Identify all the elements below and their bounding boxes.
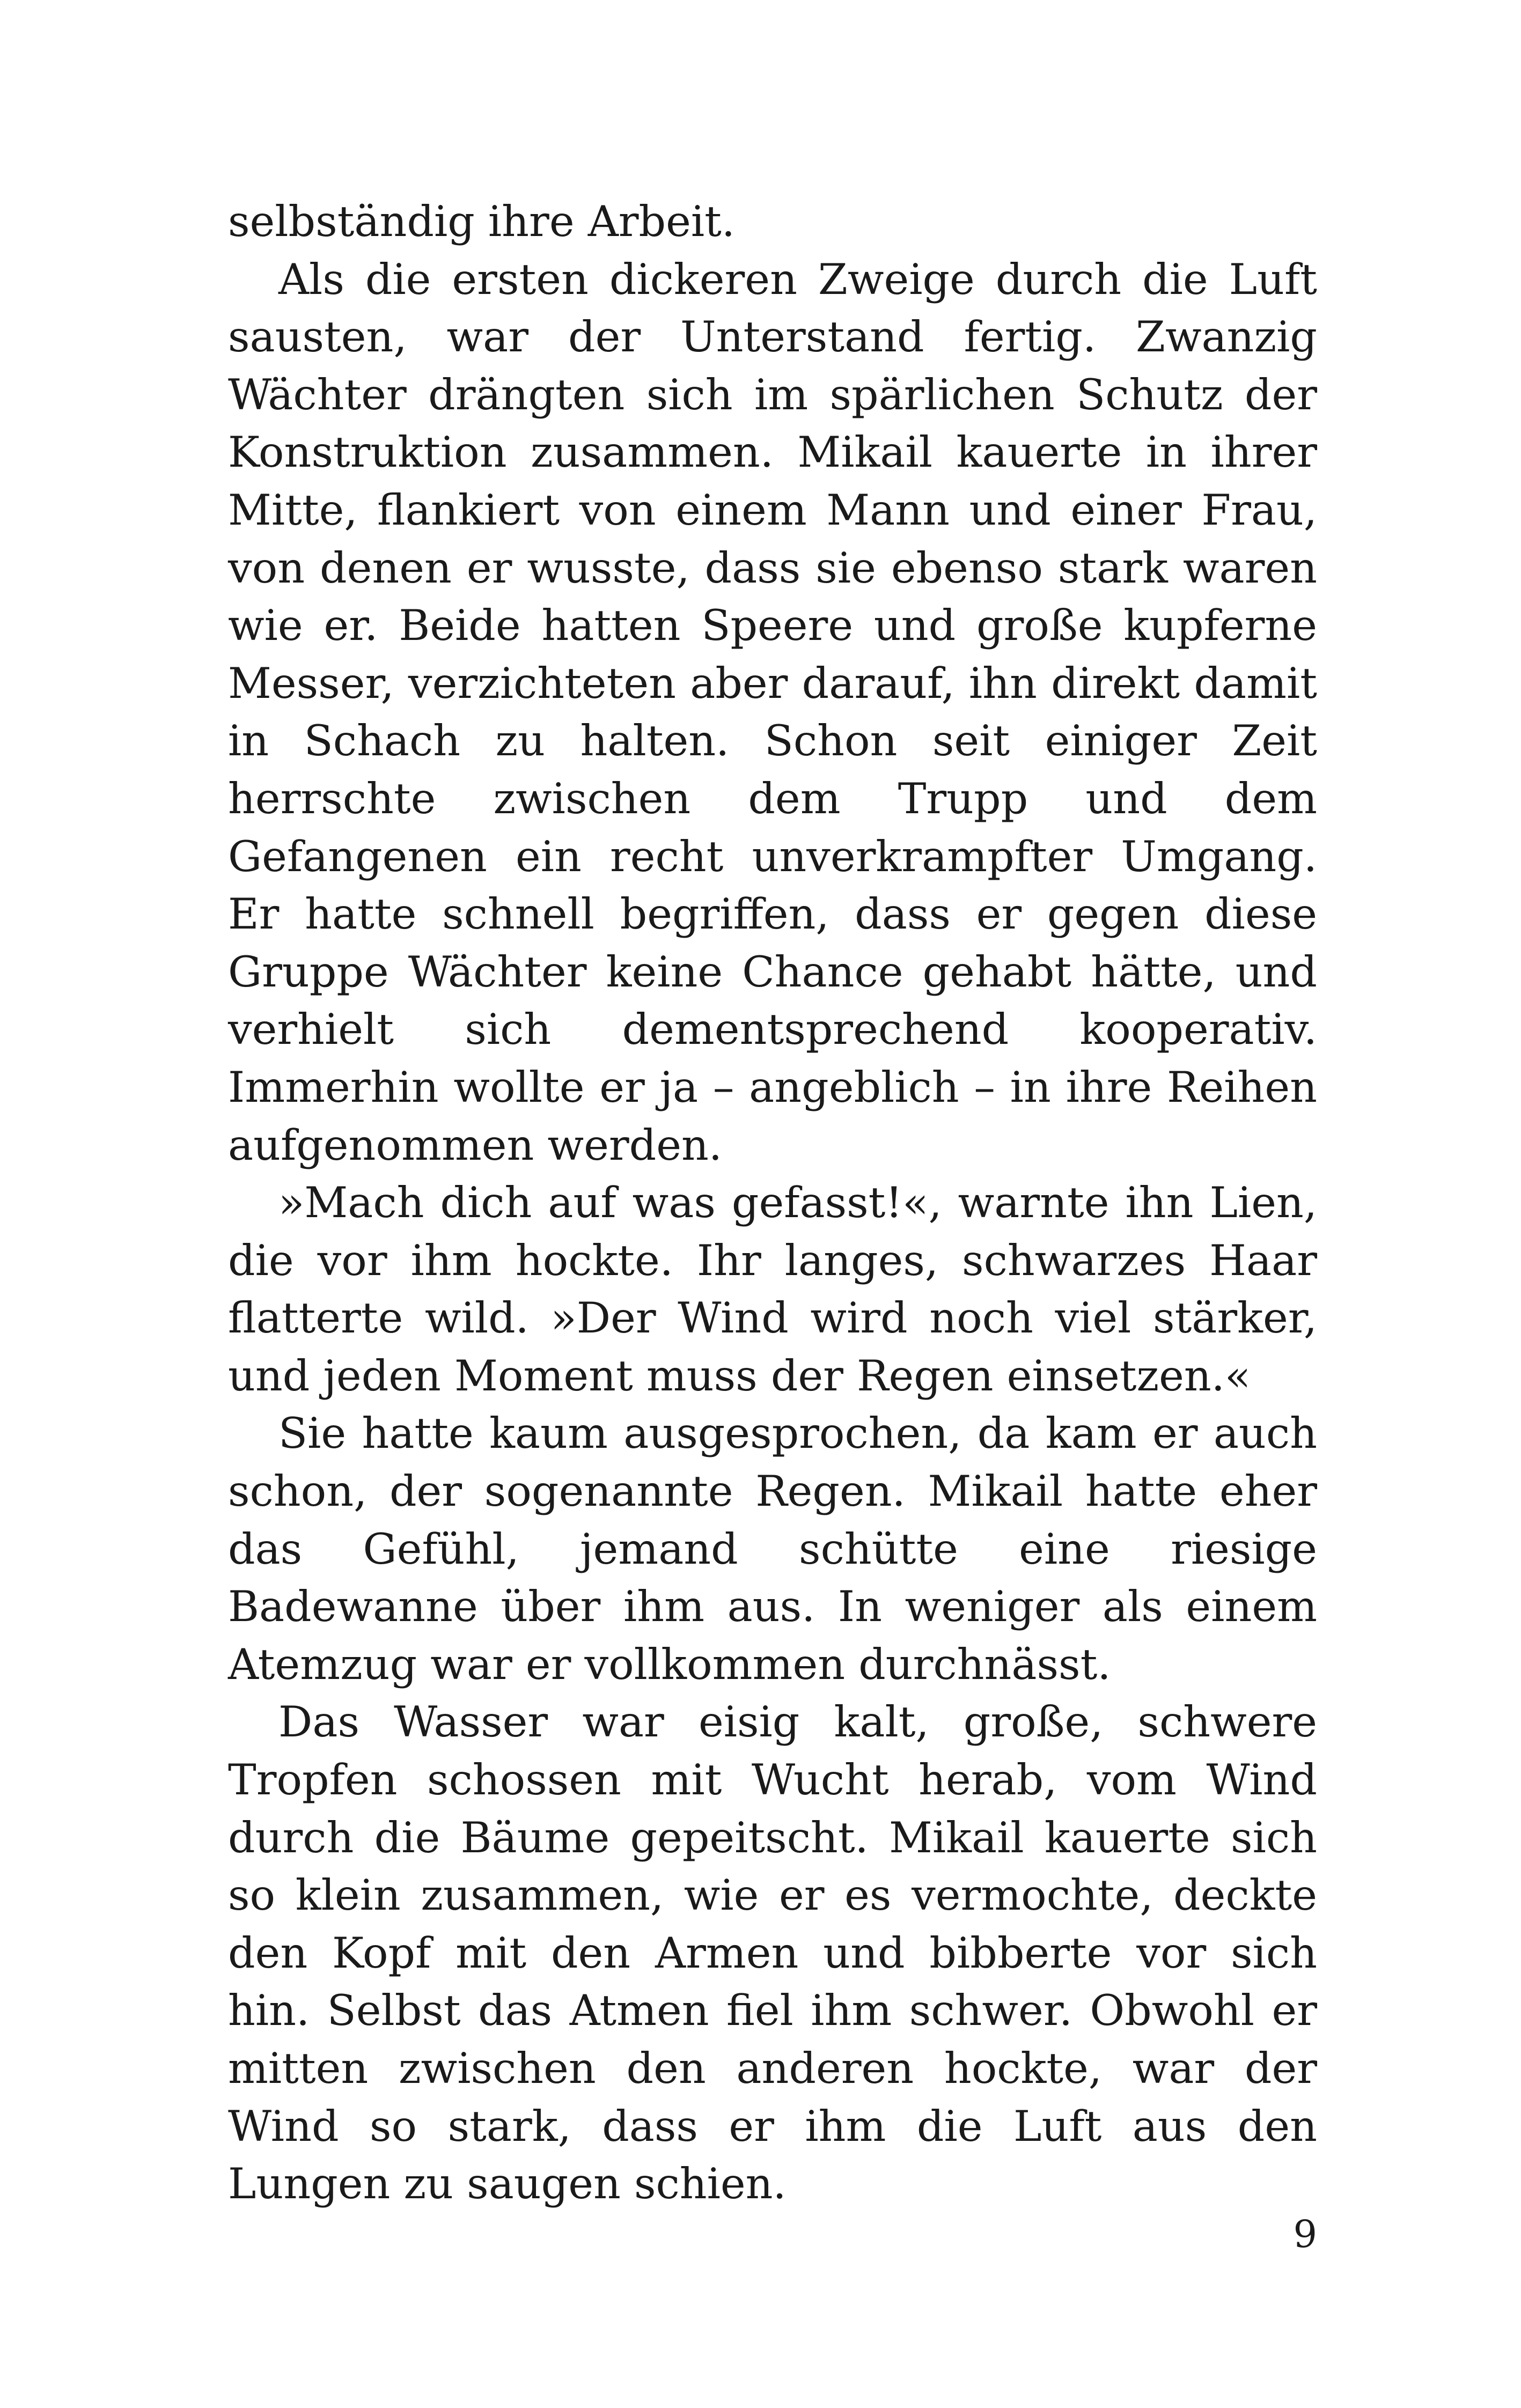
paragraph: Das Wasser war eisig kalt, große, schwere Tropfen schossen mit Wucht herab, vom Wind durch die Bäume gepeitscht. Mikail kauerte sich so klein zusammen, wie er es vermochte, deckte den Kopf mit den Armen und bibberte vor sich hin. Selbst das Atmen fiel ihm schwer. Obwohl er mitten zwischen den anderen hockte, war der Wind so stark, dass er ihm die Luft aus den Lungen zu saugen schien. bbox=[228, 1697, 1317, 2209]
page-number: 9 bbox=[1293, 2212, 1317, 2256]
body-text bbox=[228, 193, 1317, 2213]
paragraph: »Mach dich auf was gefasst!«, warnte ihn Lien, die vor ihm hockte. Ihr langes, schwarzes Haar flatterte wild. »Der Wind wird noch viel stärker, und jeden Moment muss der Regen einsetzen.« bbox=[228, 1178, 1317, 1401]
paragraph: Als die ersten dickeren Zweige durch die Luft sausten, war der Unterstand fertig. Zwanzig Wächter drängten sich im spärlichen Schutz der Konstruktion zusammen. Mikail kauerte in ihrer Mitte, flankiert von einem Mann und einer Frau, von denen er wusste, dass sie ebenso stark waren wie er. Beide hatten Speere und große kupferne Messer, verzichteten aber darauf, ihn direkt damit in Schach zu halten. Schon seit einiger Zeit herrschte zwischen dem Trupp und dem Gefangenen ein recht unverkrampfter Umgang. Er hatte schnell begriffen, dass er gegen diese Gruppe Wächter keine Chance gehabt hätte, und verhielt sich dementsprechend kooperativ. Immerhin wollte er ja – angeblich – in ihre Reihen aufgenommen werden. bbox=[228, 254, 1317, 1170]
paragraph: Sie hatte kaum ausgesprochen, da kam er auch schon, der sogenannte Regen. Mikail hatte eher das Gefühl, jemand schütte eine riesige Badewanne über ihm aus. In weniger als einem Atemzug war er vollkommen durchnässt. bbox=[228, 1409, 1317, 1689]
paragraph: selbständig ihre Arbeit. bbox=[228, 197, 735, 246]
